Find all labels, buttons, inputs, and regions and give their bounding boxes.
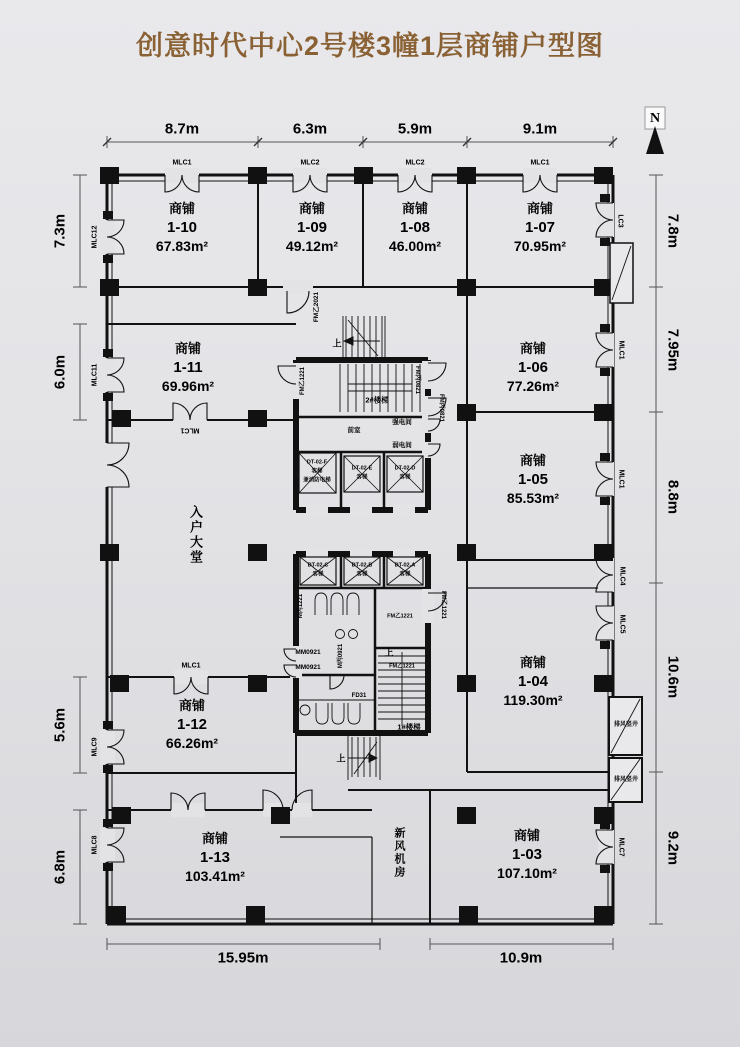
dim-left-3: 5.6m: [51, 707, 69, 743]
door-label-mlc2: MLC2: [405, 159, 425, 167]
dim-top-4: 9.1m: [522, 120, 558, 138]
shop-no: 1-09: [296, 218, 328, 236]
shop-type: 商铺: [519, 655, 546, 670]
door-label-mlc5: MLC5: [618, 614, 626, 634]
room-strong-elec: 强电间: [392, 418, 412, 426]
shop-no: 1-12: [176, 715, 208, 733]
shop-area: 107.10m²: [497, 865, 557, 882]
door-label-mlc1: MLC1: [172, 159, 192, 167]
door-label-mm0921: MM0921: [295, 663, 321, 671]
door-label-mlc7: MLC7: [617, 837, 625, 857]
door-label-m-b0921: M丙0921: [338, 643, 344, 669]
shop-1-04: [463, 655, 603, 710]
room-stair2: 2#楼梯: [365, 395, 389, 405]
door-label-mlc1: MLC1: [530, 159, 550, 167]
dim-bottom-2: 10.9m: [499, 949, 543, 967]
shop-area: 67.83m²: [155, 238, 209, 255]
north-label: N: [649, 111, 661, 126]
shop-no: 1-11: [173, 358, 203, 376]
elevator-id: DT-02-C: [307, 562, 329, 569]
shop-1-11: [118, 341, 258, 396]
dim-right-4: 10.6m: [664, 655, 682, 699]
dim-top-1: 8.7m: [164, 120, 200, 138]
door-label-fm-b0821: FM丙0821: [438, 393, 444, 423]
dim-top-2: 6.3m: [292, 120, 328, 138]
shop-type: 商铺: [178, 698, 205, 713]
elevator-extra: 兼消防电梯: [303, 477, 331, 484]
page-title: 创意时代中心2号楼3幢1层商铺户型图: [135, 31, 605, 61]
stair-up-label: 上: [336, 753, 346, 764]
door-label-fm-y1221: FM乙1221: [389, 663, 415, 670]
room-entry-lobby: 入户大堂: [188, 505, 203, 565]
shop-area: 70.95m²: [513, 238, 567, 255]
dim-left-1: 7.3m: [51, 213, 69, 249]
elevator-id: DT-02-D: [394, 465, 416, 472]
shop-no: 1-03: [511, 845, 543, 863]
door-label-fd31: FD31: [351, 693, 367, 699]
shop-type: 商铺: [519, 453, 546, 468]
shop-area: 85.53m²: [506, 490, 560, 507]
shop-type: 商铺: [401, 201, 428, 216]
door-arcs: [107, 175, 613, 864]
shop-no: 1-10: [166, 218, 198, 236]
shop-area: 46.00m²: [388, 238, 442, 255]
toilet-fixtures: [300, 593, 360, 724]
shop-no: 1-13: [199, 848, 231, 866]
room-exhaust-shaft: 排风竖井: [613, 722, 639, 728]
shop-1-03: [457, 828, 597, 883]
door-label-fm-y2021: FM乙2021: [312, 291, 320, 323]
shop-1-10: [112, 201, 252, 256]
elevator-id: DT-02-E: [351, 465, 373, 472]
shop-area: 77.26m²: [506, 378, 560, 395]
door-label-mlc1: MLC1: [617, 340, 625, 360]
shop-type: 商铺: [298, 201, 325, 216]
dim-right-1: 7.8m: [664, 213, 682, 249]
shop-1-08: [345, 201, 485, 256]
shop-type: 商铺: [174, 341, 201, 356]
elevator-type: 客梯: [311, 468, 323, 475]
elevator-id: DT-02-F: [306, 459, 328, 466]
elevator-type: 客梯: [399, 571, 411, 578]
door-label-mlc2: MLC2: [300, 159, 320, 167]
shop-area: 69.96m²: [161, 378, 215, 395]
elevator-type: 客梯: [356, 571, 368, 578]
elevator-type: 客梯: [356, 474, 368, 481]
door-label-mlc8: MLC8: [91, 835, 99, 855]
stair-up-label: 上: [332, 338, 342, 349]
dim-bottom-1: 15.95m: [217, 949, 269, 967]
door-label-fm-b0821: FM丙0821: [414, 365, 420, 395]
dim-left-2: 6.0m: [51, 354, 69, 390]
room-stair1: 1#楼梯: [397, 722, 421, 732]
shop-type: 商铺: [201, 831, 228, 846]
shop-no: 1-07: [524, 218, 556, 236]
shop-1-07: [470, 201, 610, 256]
room-front: 前室: [347, 426, 361, 434]
door-openings: [100, 168, 614, 864]
shop-type: 商铺: [519, 341, 546, 356]
door-label-mlc1: MLC1: [181, 662, 201, 670]
door-label-mlc12: MLC12: [91, 225, 99, 249]
shop-no: 1-05: [517, 470, 549, 488]
dim-top-3: 5.9m: [397, 120, 433, 138]
elevator-id: DT-02-B: [351, 562, 373, 569]
door-label-mlc1: MLC1: [180, 426, 200, 434]
shop-type: 商铺: [513, 828, 540, 843]
door-label-mlc4: MLC4: [618, 566, 626, 586]
dim-right-3: 8.8m: [664, 479, 682, 515]
door-label-m-b1221: M丙1221: [298, 593, 304, 619]
door-label-lc3: LC3: [616, 214, 624, 228]
door-label-fm-y1221: FM乙1221: [300, 366, 306, 396]
door-label-mlc11: MLC11: [91, 363, 99, 387]
dim-left-4: 6.8m: [51, 849, 69, 885]
shop-1-06: [463, 341, 603, 396]
dim-right-5: 9.2m: [664, 830, 682, 866]
shop-no: 1-06: [517, 358, 549, 376]
room-fresh-air: 新风机房: [393, 827, 405, 879]
shop-1-13: [145, 831, 285, 886]
door-label-mlc9: MLC9: [91, 737, 99, 757]
shop-no: 1-04: [517, 672, 549, 690]
shop-area: 49.12m²: [285, 238, 339, 255]
shop-area: 119.30m²: [503, 692, 563, 709]
elevator-type: 客梯: [312, 571, 324, 578]
shop-1-12: [122, 698, 262, 753]
door-label-mlc1: MLC1: [617, 469, 625, 489]
door-label-mm0921: MM0921: [295, 648, 321, 656]
shop-area: 103.41m²: [185, 868, 245, 885]
elevator-type: 客梯: [399, 474, 411, 481]
shop-no: 1-08: [399, 218, 431, 236]
room-weak-elec: 弱电间: [392, 441, 412, 449]
elevator-id: DT-02-A: [394, 562, 416, 569]
stair-up-label: 上: [384, 647, 394, 658]
shop-area: 66.26m²: [165, 735, 219, 752]
door-label-fm-y1221: FM乙1221: [387, 613, 413, 620]
door-label-fm-y1221: FM乙1221: [440, 590, 446, 620]
shop-type: 商铺: [526, 201, 553, 216]
shop-type: 商铺: [168, 201, 195, 216]
shop-1-05: [463, 453, 603, 508]
room-exhaust-shaft: 排风竖井: [613, 777, 639, 783]
dim-right-2: 7.95m: [664, 328, 682, 372]
